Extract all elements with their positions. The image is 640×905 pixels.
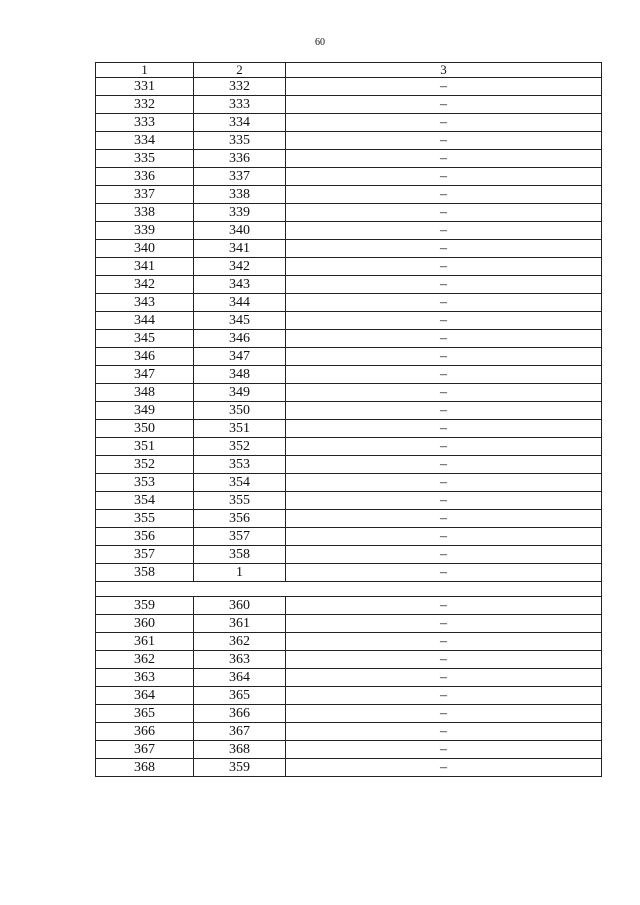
table-row [96,528,602,546]
table-cell-col1: 349 [96,402,194,420]
table-separator-row [96,582,602,597]
table-cell-col2: 348 [194,366,286,384]
table-cell-col3: – [286,132,602,150]
table-cell-col3: – [286,438,602,456]
table-cell-col2: 353 [194,456,286,474]
table-cell-col3: – [286,615,602,633]
table-row [96,438,602,456]
table-cell-col2: 346 [194,330,286,348]
table-row [96,204,602,222]
table-row [96,330,602,348]
table-separator-cell [96,582,602,597]
table-row [96,705,602,723]
table-cell-col1: 343 [96,294,194,312]
table-cell-col1: 364 [96,687,194,705]
table-cell-col2: 334 [194,114,286,132]
table-cell-col1: 359 [96,597,194,615]
table-cell-col1: 367 [96,741,194,759]
table-cell-col2: 361 [194,615,286,633]
table-cell-col3: – [286,204,602,222]
table-cell-col3: – [286,723,602,741]
table-cell-col2: 339 [194,204,286,222]
table-row [96,723,602,741]
table-cell-col2: 344 [194,294,286,312]
table-cell-col1: 345 [96,330,194,348]
table-cell-col3: – [286,759,602,777]
table-cell-col2: 336 [194,150,286,168]
table-row [96,456,602,474]
coordinate-table [95,62,602,777]
table-cell-col2: 343 [194,276,286,294]
table-cell-col2: 332 [194,78,286,96]
table-cell-col3: – [286,294,602,312]
table-cell-col3: – [286,633,602,651]
table-cell-col2: 362 [194,633,286,651]
table-cell-col3: – [286,402,602,420]
table-cell-col3: – [286,651,602,669]
table-cell-col3: – [286,420,602,438]
table-cell-col2: 364 [194,669,286,687]
table-cell-col1: 353 [96,474,194,492]
table-cell-col3: – [286,276,602,294]
table-row [96,474,602,492]
table-cell-col1: 331 [96,78,194,96]
table-cell-col3: – [286,96,602,114]
table-row [96,420,602,438]
table-row [96,114,602,132]
table-cell-col3: – [286,564,602,582]
table-cell-col1: 340 [96,240,194,258]
table-cell-col2: 333 [194,96,286,114]
table-cell-col1: 356 [96,528,194,546]
table-row [96,546,602,564]
table-cell-col3: – [286,186,602,204]
table-cell-col2: 1 [194,564,286,582]
table-cell-col3: – [286,687,602,705]
table-cell-col2: 360 [194,597,286,615]
table-cell-col1: 348 [96,384,194,402]
table-row [96,78,602,96]
table-row [96,597,602,615]
table-cell-col2: 341 [194,240,286,258]
header-cell-1: 1 [96,63,194,78]
page-number: 60 [315,37,325,48]
table-cell-col1: 366 [96,723,194,741]
table-cell-col1: 337 [96,186,194,204]
table-cell-col3: – [286,669,602,687]
table-cell-col2: 345 [194,312,286,330]
table-cell-col2: 351 [194,420,286,438]
table-row [96,312,602,330]
table-cell-col3: – [286,312,602,330]
table-cell-col2: 356 [194,510,286,528]
table-cell-col2: 367 [194,723,286,741]
table-cell-col3: – [286,330,602,348]
table-cell-col2: 342 [194,258,286,276]
table-cell-col2: 359 [194,759,286,777]
table-cell-col3: – [286,222,602,240]
table-cell-col2: 354 [194,474,286,492]
table-row [96,759,602,777]
table-cell-col1: 368 [96,759,194,777]
table-cell-col3: – [286,546,602,564]
table-row [96,384,602,402]
table-row [96,492,602,510]
table-cell-col3: – [286,114,602,132]
table-cell-col2: 340 [194,222,286,240]
table-cell-col3: – [286,705,602,723]
table-cell-col1: 344 [96,312,194,330]
table-cell-col3: – [286,456,602,474]
table-row [96,633,602,651]
table-cell-col1: 361 [96,633,194,651]
header-cell-3: 3 [286,63,602,78]
table-cell-col2: 337 [194,168,286,186]
table-cell-col2: 355 [194,492,286,510]
table-cell-col1: 363 [96,669,194,687]
table-cell-col1: 333 [96,114,194,132]
table-cell-col1: 355 [96,510,194,528]
table-row [96,186,602,204]
table-row [96,366,602,384]
table-cell-col3: – [286,741,602,759]
table-cell-col2: 365 [194,687,286,705]
table-row [96,564,602,582]
table-cell-col2: 358 [194,546,286,564]
table-cell-col1: 338 [96,204,194,222]
table-cell-col2: 368 [194,741,286,759]
table-cell-col1: 350 [96,420,194,438]
table-header-row [96,63,602,78]
table-row [96,150,602,168]
table-cell-col2: 350 [194,402,286,420]
header-cell-2: 2 [194,63,286,78]
table-cell-col1: 336 [96,168,194,186]
table-cell-col3: – [286,528,602,546]
table-cell-col1: 339 [96,222,194,240]
table-row [96,168,602,186]
table-body [96,63,602,777]
table-row [96,96,602,114]
table-cell-col3: – [286,78,602,96]
table-cell-col1: 354 [96,492,194,510]
table-row [96,258,602,276]
table-cell-col1: 335 [96,150,194,168]
table-cell-col2: 352 [194,438,286,456]
table-row [96,276,602,294]
table-cell-col2: 357 [194,528,286,546]
table-cell-col2: 347 [194,348,286,366]
table-row [96,687,602,705]
table-cell-col3: – [286,168,602,186]
table-row [96,741,602,759]
table-cell-col1: 358 [96,564,194,582]
table-cell-col3: – [286,150,602,168]
table-cell-col3: – [286,474,602,492]
table-cell-col1: 357 [96,546,194,564]
table-cell-col2: 363 [194,651,286,669]
table-row [96,348,602,366]
table-row [96,240,602,258]
table-row [96,510,602,528]
table-cell-col2: 335 [194,132,286,150]
table-row [96,669,602,687]
table-row [96,132,602,150]
table-cell-col2: 366 [194,705,286,723]
table-cell-col3: – [286,366,602,384]
table-cell-col1: 346 [96,348,194,366]
table-cell-col3: – [286,597,602,615]
table-row [96,402,602,420]
table-cell-col3: – [286,348,602,366]
table-row [96,294,602,312]
table-row [96,615,602,633]
table-cell-col3: – [286,384,602,402]
table-cell-col3: – [286,258,602,276]
table-cell-col1: 341 [96,258,194,276]
table-cell-col2: 349 [194,384,286,402]
table-row [96,222,602,240]
table-cell-col2: 338 [194,186,286,204]
table-row [96,651,602,669]
table-cell-col3: – [286,240,602,258]
table-cell-col3: – [286,492,602,510]
table-cell-col1: 352 [96,456,194,474]
table-cell-col3: – [286,510,602,528]
table-cell-col1: 342 [96,276,194,294]
table-cell-col1: 351 [96,438,194,456]
table-cell-col1: 360 [96,615,194,633]
table-cell-col1: 347 [96,366,194,384]
table-cell-col1: 332 [96,96,194,114]
table-cell-col1: 334 [96,132,194,150]
table-cell-col1: 362 [96,651,194,669]
table-cell-col1: 365 [96,705,194,723]
